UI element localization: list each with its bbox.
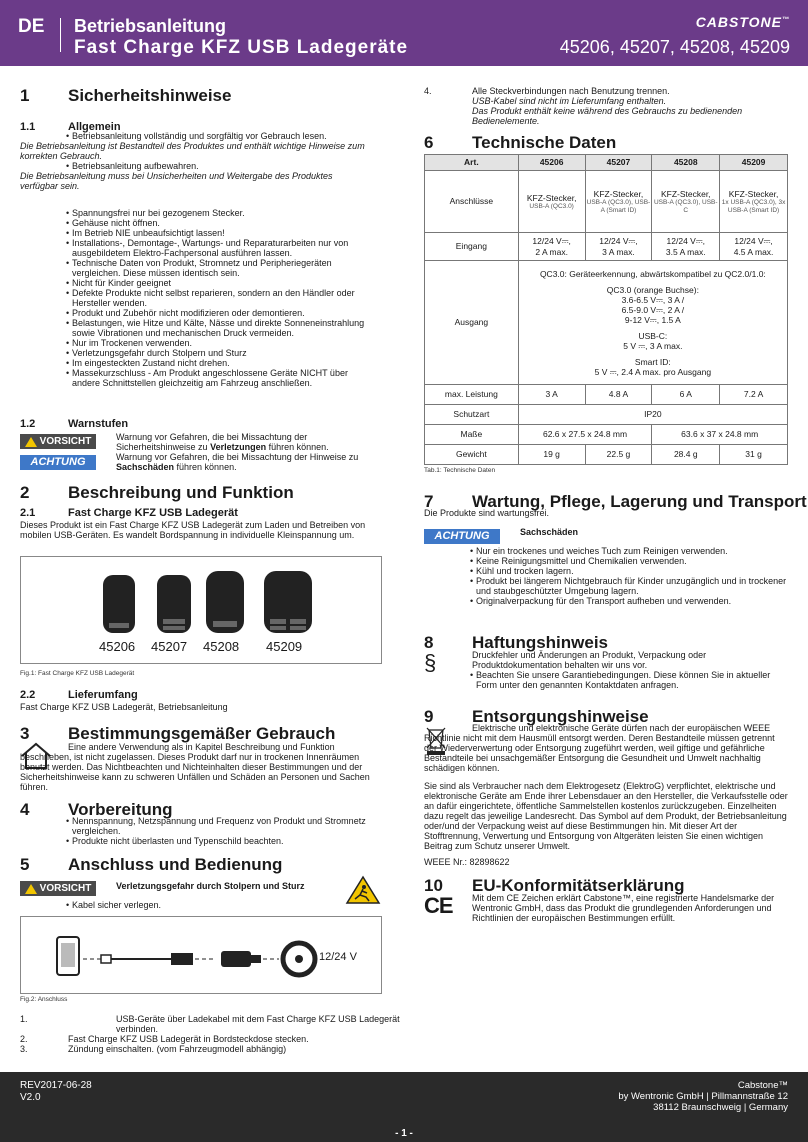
section-2-2-heading: 2.2 Lieferumfang (20, 689, 138, 701)
row-label: Schutzart (425, 405, 519, 425)
list-item: • Nur ein trockenes und weiches Tuch zum Reinigen verwenden. (424, 546, 788, 556)
safety-list (20, 208, 365, 388)
product-title: Fast Charge KFZ USB Ladegeräte (74, 37, 409, 58)
table-cell: 63.6 x 37 x 24.8 mm (652, 425, 788, 445)
doc-title: Betriebsanleitung (74, 16, 227, 36)
warn-text-achtung: Warnung vor Gefahren, die bei Missachtung der Hinweise zu Sachschäden führen können. (116, 452, 359, 472)
section-10-heading: 10 EU-Konformitätserklärung (424, 876, 685, 895)
section-5-heading: 5 Anschluss und Bedienung (20, 855, 283, 874)
warning-triangle-icon (25, 437, 37, 447)
section-1-heading: 1 Sicherheitshinweise (20, 86, 232, 105)
list-item: • Im eingesteckten Zustand nicht drehen. (20, 358, 365, 368)
list-item: • Nicht für Kinder geeignet (20, 278, 365, 288)
list-item: • Massekurzschluss - Am Produkt angeschlossene Geräte NICHT über andere Schnittstellen gleichzeitig am Fahrzeug anschließen. (20, 368, 365, 388)
list-item: • Produkt bei längerem Nichtgebrauch für Kinder unzugänglich und in trockener und staubgeschützter Umgebung lagern. (424, 576, 788, 596)
list-item: • Im Betrieb NIE unbeaufsichtigt lassen! (20, 228, 365, 238)
table-cell: KFZ-Stecker, 1x USB-A (QC3.0), 3x USB-A (Smart ID) (720, 171, 788, 233)
trip-warning: Verletzungsgefahr durch Stolpern und Sturz (116, 881, 305, 891)
list-item: • Originalverpackung für den Transport aufheben und verwenden. (424, 596, 788, 606)
paragraph-icon: § (424, 650, 437, 675)
scope-of-delivery: Fast Charge KFZ USB Ladegerät, Betriebsanleitung (20, 702, 228, 712)
italic-note: Das Produkt enthält keine während des Gebrauchs zu bedienenden Bedienelemente. (472, 106, 743, 126)
product-label: 45208 (203, 639, 240, 654)
article-numbers: 45206, 45207, 45208, 45209 (559, 37, 790, 57)
header-divider (60, 18, 61, 52)
maintenance-intro: Die Produkte sind wartungsfrei. (424, 508, 550, 518)
list-item: • Verletzungsgefahr durch Stolpern und Sturz (20, 348, 365, 358)
list-item: • Produkt und Zubehör nicht modifizieren oder demontieren. (20, 308, 365, 318)
section-3-heading: 3 Bestimmungsgemäßer Gebrauch (20, 724, 336, 743)
disposal-text-2: Sie sind als Verbraucher nach dem Elektrogesetz (ElektroG) verpflichtet, elektrische und elektronische Geräte am Ende ihrer Lebensdauer an den Hersteller, die Verkaufsstelle oder an dafür eingerichtete, öffentliche Sammelstellen kostenlos zurückzugeben. Einzelheiten dazu regelt das jeweilige Landesrecht. Das Symbol auf dem Produkt, der Betriebsanleitung oder/und der Verpackung weist auf diese Bestimmungen hin. Mit dieser Art der Stofftrennung, Verwertung und Entsorgung von Altgeräten leisten Sie einen wichtigen Beitrag zum Schutz unserer Umwelt. (424, 781, 788, 851)
fig2-caption: Fig.2: Anschluss (20, 996, 68, 1003)
list-item: • Nennspannung, Netzspannung und Frequenz von Produkt und Stromnetz vergleichen. (20, 816, 372, 836)
row-label: Anschlüsse (425, 171, 519, 233)
table-cell: 28.4 g (652, 445, 720, 465)
chargers-image (21, 557, 383, 665)
section-7-heading: 7 Wartung, Pflege, Lagerung und Transport (424, 492, 807, 511)
weee-number: WEEE Nr.: 82898622 (424, 857, 510, 867)
steps-list-continued (424, 86, 784, 126)
list-item: • Defekte Produkte nicht selbst reparieren, sondern an den Händler oder Hersteller wenden. (20, 288, 365, 308)
row-label: Gewicht (425, 445, 519, 465)
liability-list (424, 670, 788, 690)
step-item: 1. USB-Geräte über Ladekabel mit dem Fast Charge KFZ USB Ladegerät verbinden. (20, 1014, 400, 1034)
step-item: 4. Alle Steckverbindungen nach Benutzung trennen. (424, 86, 670, 96)
language-code: DE (18, 16, 45, 37)
table-header-row (425, 155, 788, 171)
product-label: 45206 (99, 639, 136, 654)
table-cell: 22.5 g (585, 445, 652, 465)
table-row (425, 445, 788, 465)
header-bar (0, 0, 808, 66)
row-label: Maße (425, 425, 519, 445)
section-9-heading: 9 Entsorgungshinweise (424, 707, 649, 726)
table-header: 45206 (518, 155, 585, 171)
connection-figure (20, 916, 382, 994)
table-row (425, 425, 788, 445)
section-1-2-heading: 1.2 Warnstufen (20, 418, 129, 430)
property-damage-heading: Sachschäden (520, 527, 579, 537)
steps-list (20, 1014, 400, 1054)
table-cell: KFZ-Stecker, USB-A (QC3.0), USB-C (652, 171, 720, 233)
table-row (425, 385, 788, 405)
table-row (425, 261, 788, 385)
connection-list (20, 900, 350, 910)
table-cell: 4.8 A (585, 385, 652, 405)
product-figure (20, 556, 382, 664)
list-item: • Betriebsanleitung vollständig und sorgfältig vor Gebrauch lesen. (20, 131, 365, 141)
table-cell: 62.6 x 27.5 x 24.8 mm (518, 425, 652, 445)
table-cell: 3 A (518, 385, 585, 405)
list-item: • Belastungen, wie Hitze und Kälte, Nässe und direkte Sonneneinstrahlung sowie Vibrationen und mechanischen Druck vermeiden. (20, 318, 365, 338)
liability-text: Druckfehler und Änderungen an Produkt, Verpackung oder Produktdokumentation behalten wir uns vor. (472, 650, 707, 670)
voltage-label: 12/24 V (319, 951, 357, 963)
row-label: Eingang (425, 233, 519, 261)
table-header: Art. (425, 155, 519, 171)
product-label: 45209 (266, 639, 303, 654)
trip-hazard-icon (345, 875, 381, 905)
italic-note: Die Betriebsanleitung ist Bestandteil des Produktes und enthält wichtige Hinweise zum korrekten Gebrauch. (20, 141, 365, 161)
row-label: Ausgang (425, 261, 519, 385)
step-item: 3. Zündung einschalten. (vom Fahrzeugmodell abhängig) (20, 1044, 287, 1054)
table-cell: 19 g (518, 445, 585, 465)
tech-data-table (424, 154, 788, 465)
charger-45207 (157, 575, 191, 633)
table-cell: KFZ-Stecker, USB-A (QC3.0) (518, 171, 585, 233)
conformity-text: Mit dem CE Zeichen erklärt Cabstone™, eine registrierte Handelsmarke der Wentronic GmbH, dass das Produkt die grundlegenden Anforderungen und Richtlinien der europäischen Bestimmungen erfüllt. (472, 893, 775, 923)
table-header: 45208 (652, 155, 720, 171)
list-item: • Nur im Trockenen verwenden. (20, 338, 365, 348)
section-2-1-heading: 2.1 Fast Charge KFZ USB Ladegerät (20, 507, 238, 519)
table-cell: KFZ-Stecker, USB-A (QC3.0), USB-A (Smart ID) (585, 171, 652, 233)
list-item: • Gehäuse nicht öffnen. (20, 218, 365, 228)
output-cell: QC3.0: Geräteerkennung, abwärtskompatibel zu QC2.0/1.0: QC3.0 (orange Buchse): 3.6-6.5 V⎓, 3 A / 6.5-9.0 V⎓, 2 A / 9-12 V⎓, 1.5 A USB-C: 5 V ⎓, 3 A max. Smart ID: 5 V ⎓, 2.4 A max. pro Ausgang (518, 261, 787, 385)
revision-info: REV2017-06-28 V2.0 (20, 1080, 92, 1103)
list-item: • Spannungsfrei nur bei gezogenem Stecker. (20, 208, 365, 218)
step-item: 2. Fast Charge KFZ USB Ladegerät in Bordsteckdose stecken. (20, 1034, 309, 1044)
vorsicht-badge: VORSICHT (20, 881, 96, 896)
usb-plug-icon (101, 955, 111, 963)
table-cell: 31 g (720, 445, 788, 465)
product-label: 45207 (151, 639, 188, 654)
list-item: • Technische Daten von Produkt, Stromnetz und Peripheriegeräten vergleichen. Diese müssen identisch sein. (20, 258, 365, 278)
table-row (425, 405, 788, 425)
section-8-heading: 8 Haftungshinweis (424, 633, 609, 652)
disposal-text-1: Elektrische und elektronische Geräte dürfen nach der europäischen WEEE Richtlinie nicht mit dem Hausmüll entsorgt werden. Deren Bestandteile müssen getrennt der Wiederverwertung oder Entsorgung zugeführt werden, weil giftige und gefährliche Bestandteile bei unsachgemäßer Entsorgung die Gesundheit und Umwelt nachhaltig schädigen können. (424, 723, 775, 773)
section-6-heading: 6 Technische Daten (424, 133, 617, 152)
list-item: • Produkte nicht überlasten und Typenschild beachten. (20, 836, 372, 846)
table-cell: 12/24 V⎓, 4.5 A max. (720, 233, 788, 261)
ce-mark-icon: CE (424, 893, 453, 918)
intended-use-text: Eine andere Verwendung als in Kapitel Beschreibung und Funktion beschrieben, ist nicht zugelassen. Dieses Produkt darf nur in trockenen Innenräumen benutzt werden. Das Nichtbeachten und Nichteinhalten dieser Bestimmungen und der Sicherheitshinweise kann zu schweren Unfällen und Schäden an Personen und Sachen führen. (20, 742, 370, 792)
table-cell: 12/24 V⎓, 3 A max. (585, 233, 652, 261)
table-cell: 12/24 V⎓, 2 A max. (518, 233, 585, 261)
list-item: • Beachten Sie unsere Garantiebedingungen. Diese können Sie in aktueller Form unter den genannten Kontaktdaten anfragen. (424, 670, 788, 690)
achtung-badge: ACHTUNG (20, 455, 96, 470)
table-row (425, 171, 788, 233)
warn-text-vorsicht: Warnung vor Gefahren, die bei Missachtung der Sicherheitshinweise zu Verletzungen führen können. (116, 432, 329, 452)
list-item: • Keine Reinigungsmittel und Chemikalien verwenden. (424, 556, 788, 566)
warning-triangle-icon (25, 884, 37, 894)
table-cell: 7.2 A (720, 385, 788, 405)
usb-plug-icon (171, 953, 193, 965)
section-2-heading: 2 Beschreibung und Funktion (20, 483, 294, 502)
section-1-1-heading: 1.1 Allgemein (20, 121, 121, 133)
product-description: Dieses Produkt ist ein Fast Charge KFZ USB Ladegerät zum Laden und Betreiben von mobilen USB-Geräten. Es wandelt Bordspannung in individuelle Kleinspannung um. (20, 520, 366, 540)
row-label: max. Leistung (425, 385, 519, 405)
table-caption: Tab.1: Technische Daten (424, 467, 496, 474)
vorsicht-badge: VORSICHT (20, 434, 96, 449)
general-list (20, 131, 365, 191)
company-address: Cabstone™ by Wentronic GmbH | Pillmannstraße 12 38112 Braunschweig | Germany (618, 1080, 788, 1113)
italic-note: USB-Kabel sind nicht im Lieferumfang enthalten. (472, 96, 667, 106)
table-header: 45207 (585, 155, 652, 171)
table-cell: 6 A (652, 385, 720, 405)
list-item: • Installations-, Demontage-, Wartungs- und Reparaturarbeiten nur von ausgebildetem Elektro-Fachpersonal ausführen lassen. (20, 238, 365, 258)
table-cell: 12/24 V⎓, 3.5 A max. (652, 233, 720, 261)
car-charger-icon (221, 951, 251, 967)
preparation-list (20, 816, 372, 846)
brand-logo: CABSTONE™ (695, 14, 790, 30)
footer-bar (0, 1072, 808, 1142)
maintenance-list (424, 546, 788, 606)
section-4-heading: 4 Vorbereitung (20, 800, 173, 819)
list-item: • Kabel sicher verlegen. (20, 900, 350, 910)
table-row (425, 233, 788, 261)
achtung-badge: ACHTUNG (424, 529, 500, 544)
list-item: • Betriebsanleitung aufbewahren. (20, 161, 365, 171)
page-number: - 1 - (395, 1128, 413, 1139)
table-header: 45209 (720, 155, 788, 171)
table-cell: IP20 (518, 405, 787, 425)
italic-note: Die Betriebsanleitung muss bei Unsicherheiten und Weitergabe des Produktes verfügbar sein. (20, 171, 333, 191)
fig1-caption: Fig.1: Fast Charge KFZ USB Ladegerät (20, 670, 135, 677)
list-item: • Kühl und trocken lagern. (424, 566, 788, 576)
